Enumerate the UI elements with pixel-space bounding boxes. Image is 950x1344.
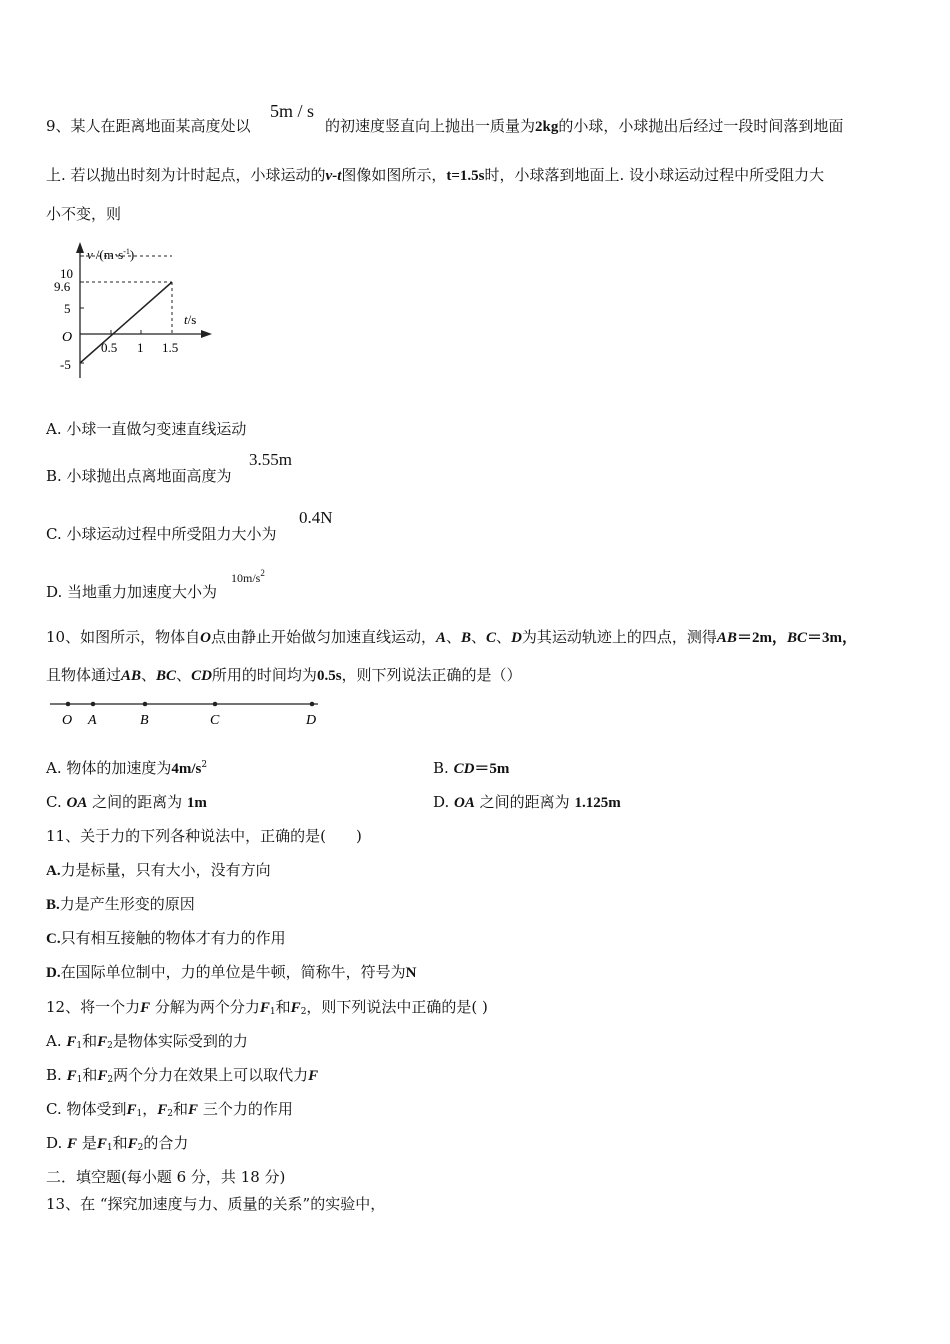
q11-option-a: A.力是标量，只有大小，没有方向 <box>46 861 271 879</box>
section-heading: 二．填空题(每小题 6 分，共 18 分) <box>46 1168 286 1186</box>
x-label: t/s <box>184 312 197 327</box>
q11-stem: 11、关于力的下列各种说法中，正确的是( ) <box>46 827 362 845</box>
q9-option-a: A. 小球一直做匀变速直线运动 <box>46 420 247 438</box>
q9-speed: 5m / s <box>270 101 315 121</box>
q9-line2: 上. 若以抛出时刻为计时起点，小球运动的v-t图像如图所示，t=1.5s时，小球落到地面上. 设小球运动过程中所受阻力大 <box>46 166 825 184</box>
q9-option-b-value: 3.55m <box>249 450 292 469</box>
q9-vt: v-t <box>325 168 342 184</box>
q10-option-a: A. 物体的加速度为$4m/s^2$ <box>46 759 208 777</box>
point-c <box>213 702 218 707</box>
label-c: C <box>210 713 220 728</box>
q11-option-d: D.在国际单位制中，力的单位是牛顿，简称牛，符号为N <box>46 963 417 981</box>
y-label: v $/(m\cdot s^{-1})$ <box>87 247 135 262</box>
q9-line1-rest: 的初速度竖直向上抛出一质量为2kg的小球，小球抛出后经过一段时间落到地面 <box>325 117 844 135</box>
q9-line3: 小不变，则 <box>46 205 122 223</box>
q10-option-c: C. OA 之间的距离为 1m <box>46 793 207 811</box>
ytick-9-6: 9.6 <box>54 279 71 294</box>
q11-option-b: B.力是产生形变的原因 <box>46 895 195 913</box>
q12-stem: 12、将一个力F 分解为两个分力$F_1$和$F_2$，则下列说法中正确的是( ) <box>46 998 488 1017</box>
ytick-5: 5 <box>64 301 71 316</box>
q9-option-c-value: 0.4N <box>299 508 333 527</box>
q10-option-d: D. OA 之间的距离为 1.125m <box>433 793 621 811</box>
xtick-1-5: 1.5 <box>162 340 179 355</box>
q9-option-d-value: $10m/s^2$ <box>231 568 265 585</box>
q9-line1 <box>46 115 251 136</box>
label-d: D <box>306 713 317 728</box>
q9-teq: t=1.5s <box>446 168 485 184</box>
x-axis-arrow <box>201 330 212 338</box>
q10-line2: 且物体通过AB、BC、CD所用的时间均为0.5s，则下列说法正确的是（） <box>46 666 522 684</box>
q12-option-c: C. 物体受到$F_1$，$F_2$和F 三个力的作用 <box>46 1100 293 1119</box>
q9-option-b: B. 小球抛出点离地面高度为 <box>46 467 232 485</box>
q9-number: 9、 <box>46 117 71 135</box>
q9-option-c: C. 小球运动过程中所受阻力大小为 <box>46 525 277 543</box>
q12-option-b: B. $F_1$和$F_2$两个分力在效果上可以取代力F <box>46 1066 319 1085</box>
q9-vt-graph <box>50 238 220 388</box>
label-a: A <box>88 713 97 728</box>
q9-option-d: D. 当地重力加速度大小为 <box>46 583 218 601</box>
origin-label: O <box>62 330 73 345</box>
xtick-0-5: 0.5 <box>101 340 118 355</box>
q12-option-a: A. $F_1$和$F_2$是物体实际受到的力 <box>46 1032 248 1051</box>
label-b: B <box>140 713 149 728</box>
q10-option-b: B. CD＝5m <box>433 759 510 777</box>
q10-line1: 10、如图所示，物体自O点由静止开始做匀加速直线运动，A、B、C、D为其运动轨迹上的四点，测得AB＝2m，BC＝3m， <box>46 628 857 646</box>
q9-text: 某人在距离地面某高度处以 <box>70 117 251 135</box>
ytick-neg5: -5 <box>60 357 71 372</box>
point-o <box>66 702 71 707</box>
velocity-line <box>80 282 172 363</box>
q9-mass: 2kg <box>535 119 559 135</box>
point-a <box>91 702 96 707</box>
ytick-10: 10 <box>60 266 73 281</box>
q13-stem: 13、在 “探究加速度与力、质量的关系”的实验中， <box>46 1195 386 1213</box>
point-d <box>310 702 315 707</box>
q11-option-c: C.只有相互接触的物体才有力的作用 <box>46 929 286 947</box>
label-o: O <box>62 713 73 728</box>
xtick-1: 1 <box>137 340 144 355</box>
q10-trajectory-diagram <box>46 694 336 734</box>
point-b <box>143 702 148 707</box>
q12-option-d: D. F 是$F_1$和$F_2$的合力 <box>46 1134 189 1153</box>
y-axis-arrow <box>76 242 84 253</box>
